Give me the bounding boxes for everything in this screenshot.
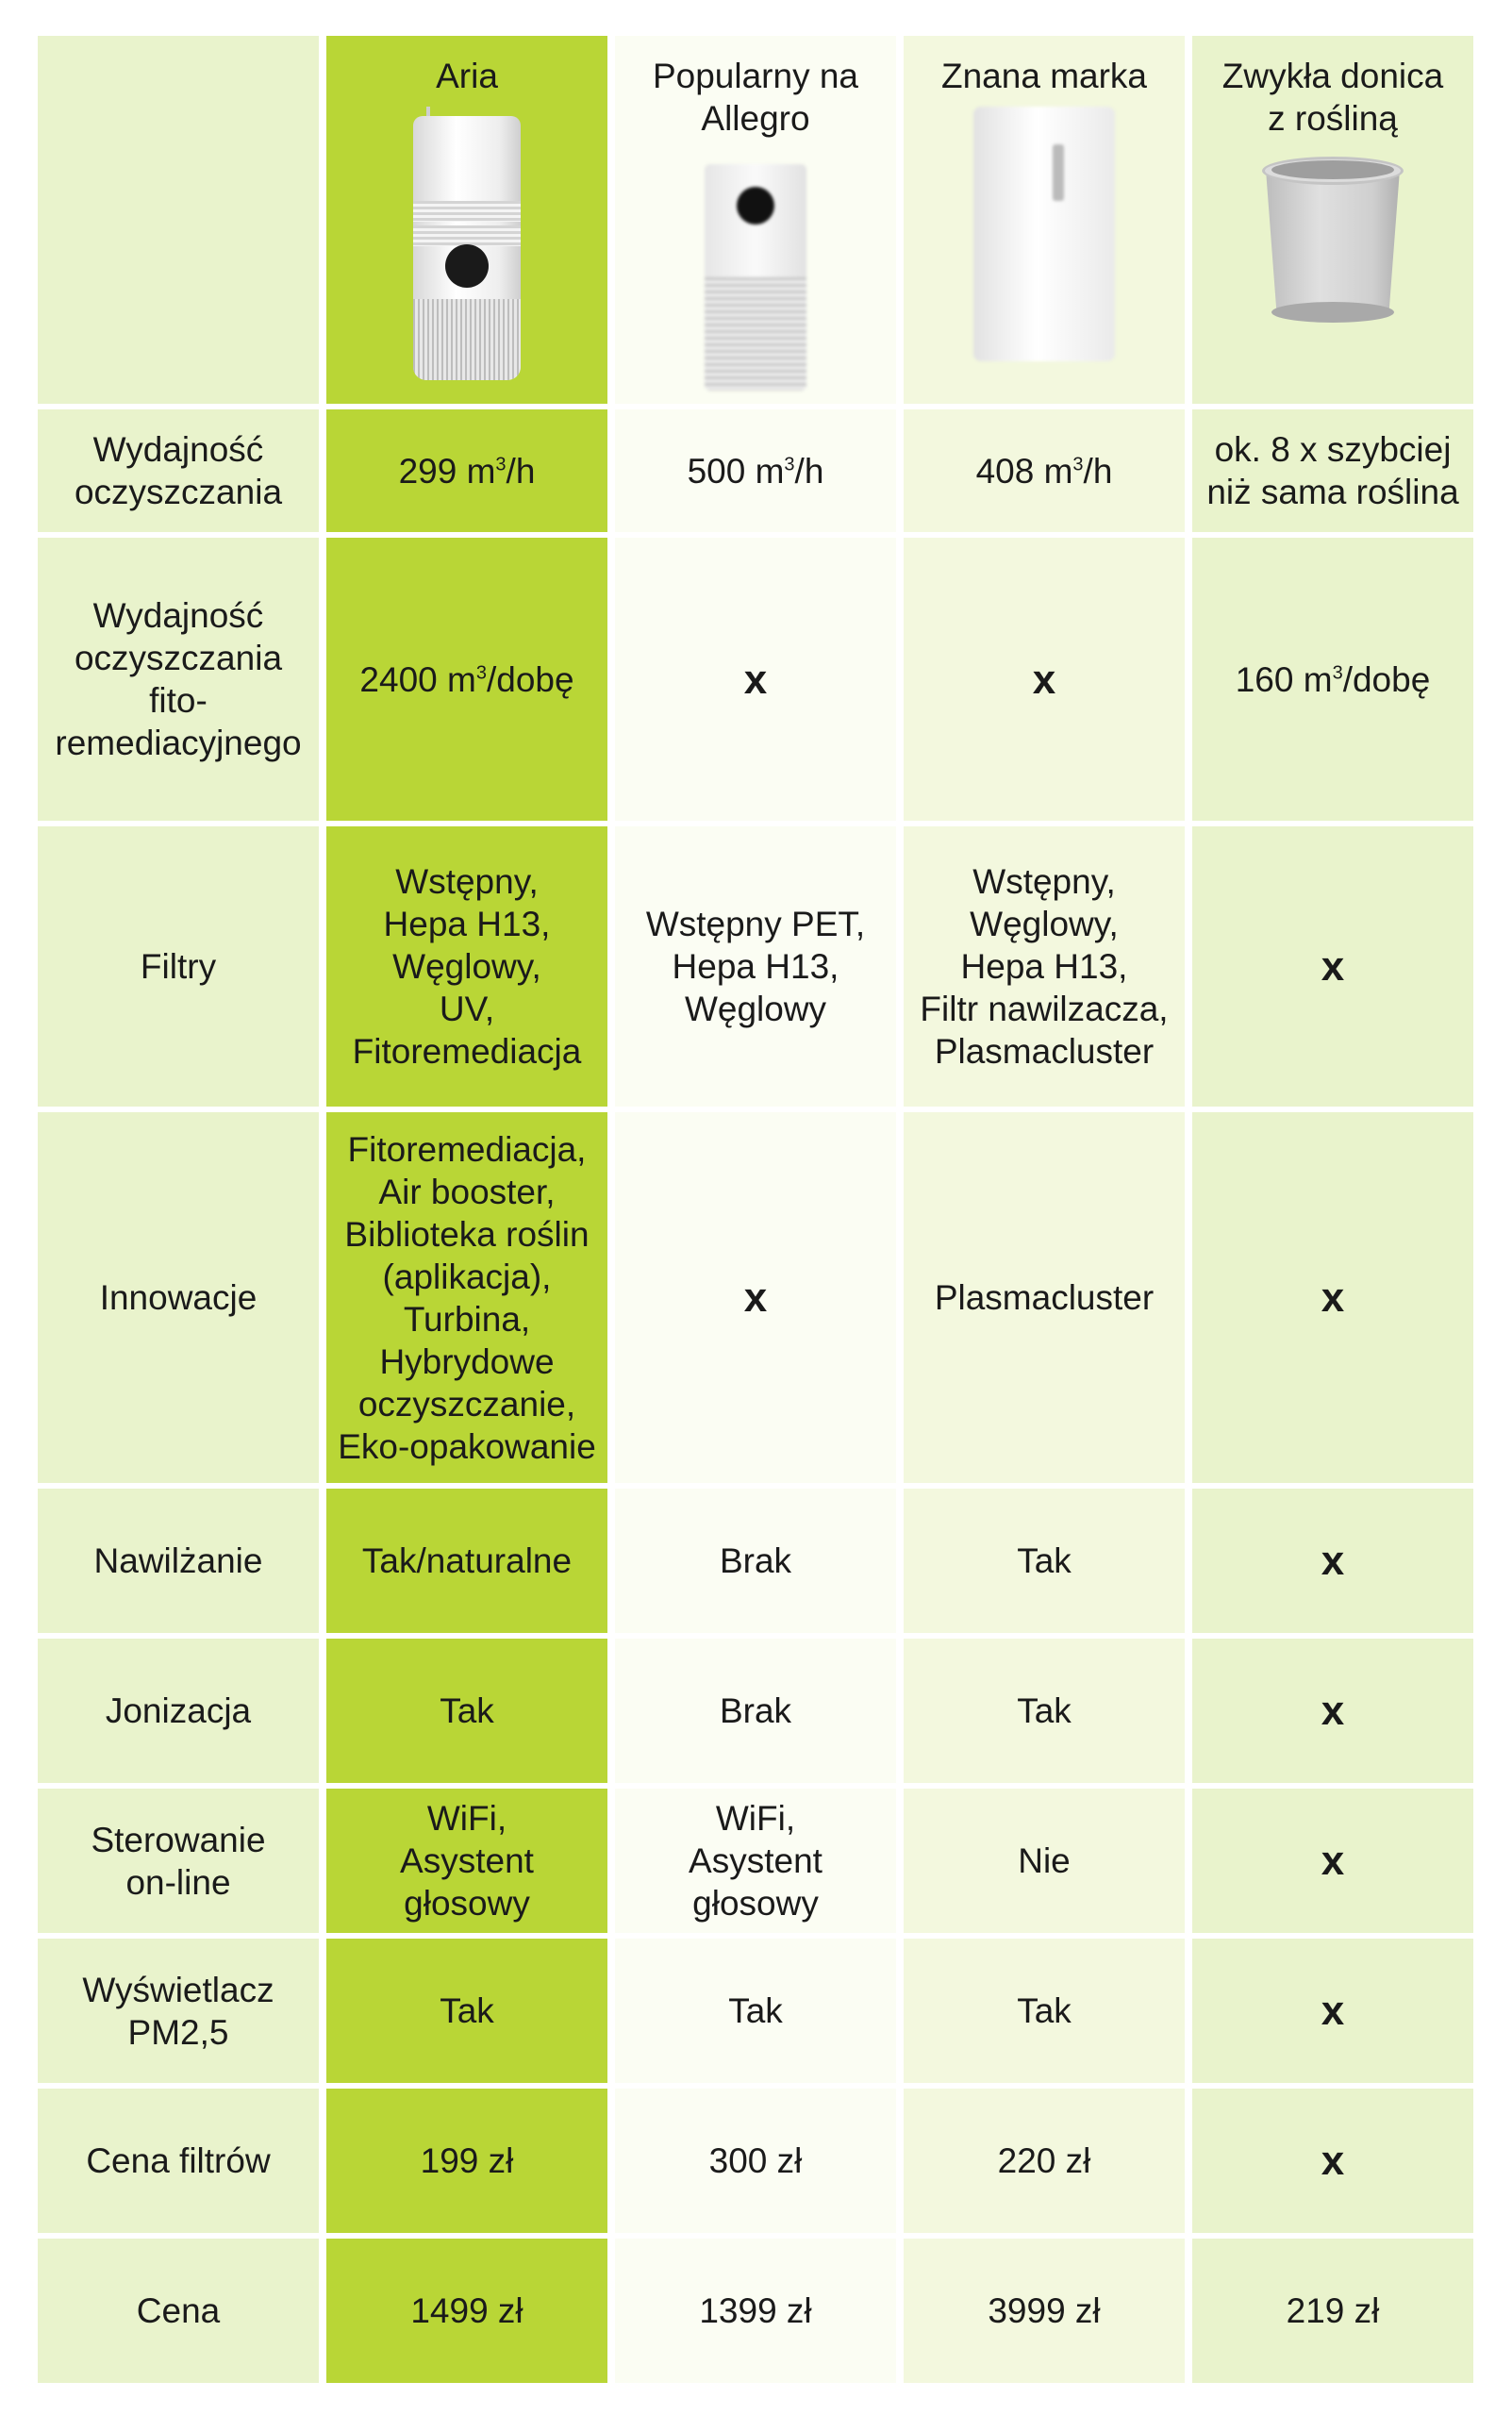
row-value: Brak bbox=[719, 1541, 792, 1580]
row-7-aria-cell bbox=[326, 1939, 607, 2083]
row-0-label-cell bbox=[38, 409, 319, 532]
row-value: 299 $m^3/h$ bbox=[398, 451, 536, 491]
row-8-popular-cell bbox=[615, 2089, 896, 2233]
row-7-label-cell bbox=[38, 1939, 319, 2083]
header-popular-label: Popularny na Allegro bbox=[652, 57, 859, 138]
row-2-label-cell bbox=[38, 826, 319, 1107]
row-8-label-cell bbox=[38, 2089, 319, 2233]
row-value: Plasmacluster bbox=[934, 1278, 1155, 1317]
row-label: Wyświetlacz PM2,5 bbox=[82, 1970, 274, 2052]
row-value: Tak bbox=[440, 1691, 494, 1730]
row-2-aria-cell bbox=[326, 826, 607, 1107]
row-value: 408 $m^3/h$ bbox=[975, 451, 1113, 491]
row-4-known-cell bbox=[904, 1489, 1185, 1633]
row-label: Wydajność oczyszczania fito- remediacyjnego bbox=[55, 596, 302, 762]
not-available-x-icon: x bbox=[1321, 1838, 1345, 1884]
row-4-label-cell bbox=[38, 1489, 319, 1633]
row-0-aria-cell bbox=[326, 409, 607, 532]
not-available-x-icon: x bbox=[743, 1274, 768, 1321]
row-2-popular-cell bbox=[615, 826, 896, 1107]
row-value: 1399 zł bbox=[699, 2291, 812, 2330]
comparison-table bbox=[38, 36, 1475, 2381]
header-pot-label: Zwykła donica z rośliną bbox=[1221, 57, 1444, 138]
row-label: Innowacje bbox=[99, 1278, 258, 1317]
row-value: Brak bbox=[719, 1691, 792, 1730]
row-value: Tak/naturalne bbox=[361, 1541, 573, 1580]
row-3-popular-cell bbox=[615, 1112, 896, 1483]
row-6-pot-cell bbox=[1192, 1789, 1473, 1933]
row-9-popular-cell bbox=[615, 2239, 896, 2383]
row-value: Fitoremediacja, Air booster, Biblioteka roślin (aplikacja), Turbina, Hybrydowe oczyszczanie, Eko-opakowanie bbox=[338, 1129, 596, 1466]
row-value: ok. 8 x szybciej niż sama roślina bbox=[1206, 430, 1459, 511]
not-available-x-icon: x bbox=[1321, 1274, 1345, 1321]
row-label: Cena bbox=[136, 2291, 221, 2330]
row-4-pot-cell bbox=[1192, 1489, 1473, 1633]
row-6-label-cell bbox=[38, 1789, 319, 1933]
row-3-aria-cell bbox=[326, 1112, 607, 1483]
header-aria bbox=[326, 36, 607, 404]
known-purifier-image bbox=[973, 107, 1115, 361]
row-8-aria-cell bbox=[326, 2089, 607, 2233]
header-known bbox=[904, 36, 1185, 404]
row-5-pot-cell bbox=[1192, 1639, 1473, 1783]
row-value: Nie bbox=[1018, 1841, 1071, 1880]
row-label: Wydajność oczyszczania bbox=[74, 430, 283, 511]
row-value: 3999 zł bbox=[988, 2291, 1101, 2330]
row-9-label-cell bbox=[38, 2239, 319, 2383]
not-available-x-icon: x bbox=[1032, 656, 1056, 703]
row-value: WiFi, Asystent głosowy bbox=[400, 1799, 534, 1923]
not-available-x-icon: x bbox=[1321, 1538, 1345, 1584]
row-3-label-cell bbox=[38, 1112, 319, 1483]
row-0-popular-cell bbox=[615, 409, 896, 532]
row-1-label-cell bbox=[38, 538, 319, 821]
row-label: Nawilżanie bbox=[93, 1541, 263, 1580]
row-6-known-cell bbox=[904, 1789, 1185, 1933]
row-value: 199 zł bbox=[420, 2141, 514, 2180]
row-0-pot-cell bbox=[1192, 409, 1473, 532]
row-8-known-cell bbox=[904, 2089, 1185, 2233]
row-value: Tak bbox=[1017, 1991, 1072, 2030]
row-1-known-cell bbox=[904, 538, 1185, 821]
row-value: 1499 zł bbox=[410, 2291, 523, 2330]
row-2-known-cell bbox=[904, 826, 1185, 1107]
row-6-popular-cell bbox=[615, 1789, 896, 1933]
row-9-aria-cell bbox=[326, 2239, 607, 2383]
row-4-popular-cell bbox=[615, 1489, 896, 1633]
row-value: Tak bbox=[728, 1991, 783, 2030]
row-label: Cena filtrów bbox=[86, 2141, 271, 2180]
row-value: 219 zł bbox=[1286, 2291, 1380, 2330]
row-7-pot-cell bbox=[1192, 1939, 1473, 2083]
row-5-known-cell bbox=[904, 1639, 1185, 1783]
row-1-popular-cell bbox=[615, 538, 896, 821]
row-value: 220 zł bbox=[997, 2141, 1091, 2180]
popular-purifier-image bbox=[705, 164, 806, 391]
row-5-aria-cell bbox=[326, 1639, 607, 1783]
row-value: Tak bbox=[1017, 1691, 1072, 1730]
row-value: WiFi, Asystent głosowy bbox=[689, 1799, 822, 1923]
row-2-pot-cell bbox=[1192, 826, 1473, 1107]
row-4-aria-cell bbox=[326, 1489, 607, 1633]
row-3-pot-cell bbox=[1192, 1112, 1473, 1483]
row-value: Wstępny, Hepa H13, Węglowy, UV, Fitoremediacja bbox=[352, 862, 582, 1071]
row-5-popular-cell bbox=[615, 1639, 896, 1783]
header-pot bbox=[1192, 36, 1473, 404]
row-value: Tak bbox=[1017, 1541, 1072, 1580]
header-popular bbox=[615, 36, 896, 404]
not-available-x-icon: x bbox=[743, 656, 768, 703]
row-1-pot-cell bbox=[1192, 538, 1473, 821]
row-value: 160 $m^3$/dobę bbox=[1235, 659, 1431, 699]
not-available-x-icon: x bbox=[1321, 1988, 1345, 2034]
row-value: 300 zł bbox=[708, 2141, 803, 2180]
row-0-known-cell bbox=[904, 409, 1185, 532]
row-label: Jonizacja bbox=[105, 1691, 252, 1730]
row-value: 500 $m^3/h$ bbox=[687, 451, 824, 491]
row-8-pot-cell bbox=[1192, 2089, 1473, 2233]
row-7-known-cell bbox=[904, 1939, 1185, 2083]
header-empty-cell bbox=[38, 36, 319, 404]
row-1-aria-cell bbox=[326, 538, 607, 821]
not-available-x-icon: x bbox=[1321, 943, 1345, 990]
row-9-known-cell bbox=[904, 2239, 1185, 2383]
row-9-pot-cell bbox=[1192, 2239, 1473, 2383]
row-value: Tak bbox=[440, 1991, 494, 2030]
header-aria-label: Aria bbox=[436, 57, 498, 95]
row-5-label-cell bbox=[38, 1639, 319, 1783]
aria-purifier-image bbox=[413, 107, 521, 380]
not-available-x-icon: x bbox=[1321, 1688, 1345, 1734]
row-value: Wstępny, Węglowy, Hepa H13, Filtr nawilzacza, Plasmacluster bbox=[920, 862, 1169, 1071]
header-known-label: Znana marka bbox=[941, 57, 1147, 95]
row-label: Filtry bbox=[140, 947, 217, 986]
row-6-aria-cell bbox=[326, 1789, 607, 1933]
row-value: Wstępny PET, Hepa H13, Węglowy bbox=[645, 905, 866, 1028]
row-value: 2400 $m^3$/dobę bbox=[359, 659, 574, 699]
not-available-x-icon: x bbox=[1321, 2138, 1345, 2184]
plant-pot-image bbox=[1262, 157, 1404, 326]
row-3-known-cell bbox=[904, 1112, 1185, 1483]
row-label: Sterowanie on-line bbox=[91, 1820, 266, 1902]
row-7-popular-cell bbox=[615, 1939, 896, 2083]
